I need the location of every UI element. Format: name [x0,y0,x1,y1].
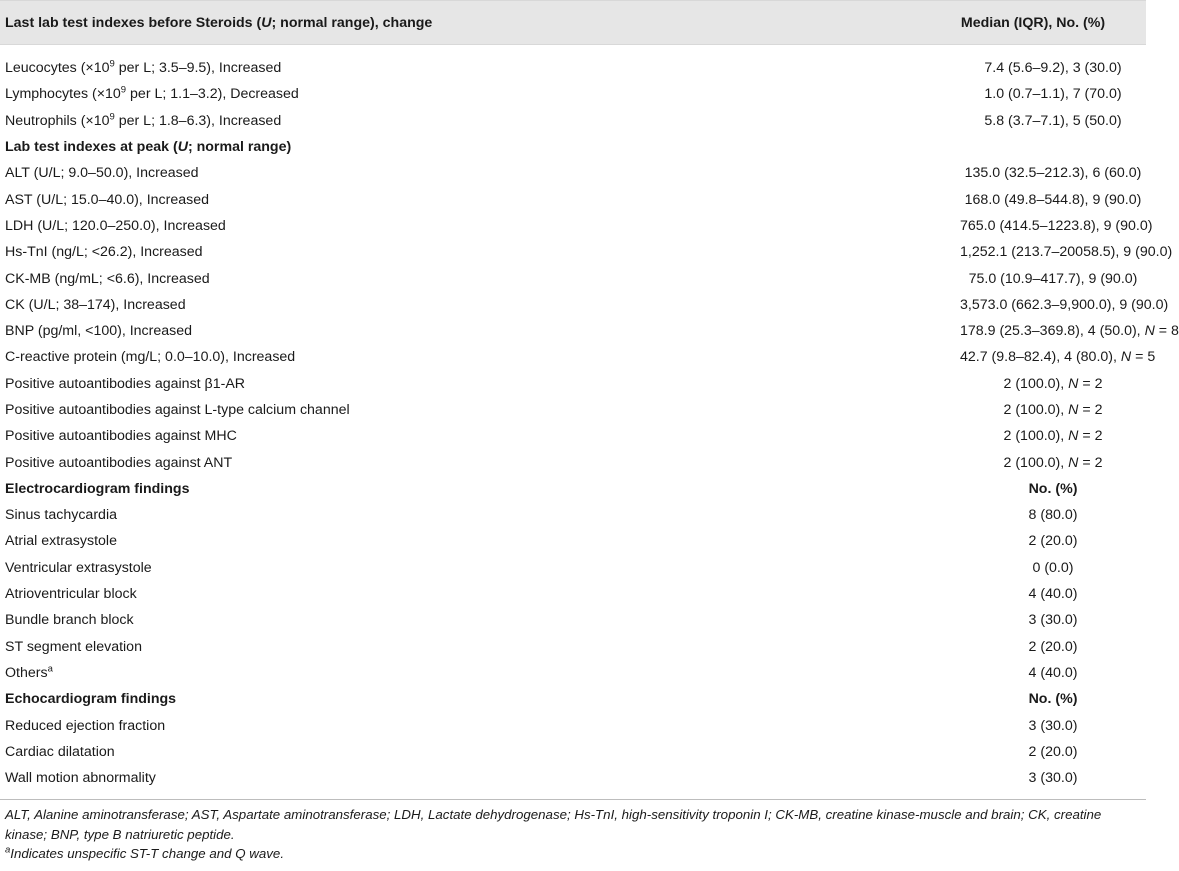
row-value-cell [890,739,1146,765]
row-value: 1.0 (0.7–1.1), 7 (70.0) [984,86,1122,103]
row-label-cell [0,423,890,449]
row-value-cell [890,213,1153,239]
table-row [0,186,1146,212]
table-row [0,634,1146,660]
row-value-n-symbol: N [1068,375,1079,392]
table-row [0,581,1146,607]
row-value-cell [890,686,1146,712]
table-row [0,739,1146,765]
row-label: Positive autoantibodies against L-type calcium channel [5,402,350,418]
footnote-a-text: Indicates unspecific ST-T change and Q wave. [10,846,285,861]
row-label: Reduced ejection fraction [5,717,166,734]
row-label-cell [0,476,890,502]
table-header-row [0,1,1146,45]
row-label-cell [0,160,890,186]
row-value-n-symbol: N [1068,428,1079,445]
section-header-row [0,476,1146,502]
row-value-cell [890,318,1179,344]
table-row [0,108,1146,134]
row-label: Positive autoantibodies against β1-AR [5,375,246,392]
row-value: 1,252.1 (213.7–20058.5), 9 (90.0) [960,244,1173,261]
row-value: 8 (80.0) [1028,507,1078,524]
header-label-cell [0,1,890,45]
row-value-cell [890,712,1146,738]
row-label: CK (U/L; 38–174), Increased [5,296,186,313]
table-row [0,81,1146,107]
row-label: CK-MB (ng/mL; <6.6), Increased [5,270,210,287]
table-row [0,449,1146,475]
row-label: C-reactive protein (mg/L; 0.0–10.0), Increased [5,349,296,366]
row-value: 2 (100.0), [1003,402,1069,418]
row-label-cell [0,108,890,134]
row-label-cell [0,607,890,633]
table-row [0,660,1146,686]
row-value: No. (%) [1028,480,1078,497]
row-value: 4 (40.0) [1028,664,1078,681]
row-value: 2 (20.0) [1028,638,1078,655]
row-value: 0 (0.0) [1032,559,1074,576]
row-label-cell [0,265,890,291]
row-label-cell [0,292,890,318]
row-label: Lab test indexes at peak ( [5,139,178,156]
row-value: 3 (30.0) [1028,717,1078,734]
row-label: Electrocardiogram findings [5,480,190,497]
row-value-cell [890,660,1146,686]
row-label-cell [0,765,890,791]
row-label-cell [0,686,890,712]
row-label: Atrioventricular block [5,586,137,603]
row-value: 3 (30.0) [1028,770,1078,787]
row-label: Leucocytes (×10 [5,60,110,77]
header-label-pre: Last lab test indexes before Steroids ( [5,14,262,31]
row-label-suffix: per L; 1.1–3.2), Decreased [126,86,299,103]
table-row [0,318,1146,344]
table-footnotes [5,805,1141,864]
row-value-cell [890,265,1146,291]
row-label: LDH (U/L; 120.0–250.0), Increased [5,217,226,234]
row-value: No. (%) [1028,691,1078,708]
row-label: Sinus tachycardia [5,507,117,524]
row-label: Echocardiogram findings [5,691,177,708]
row-label: ST segment elevation [5,638,142,655]
row-value: 2 (100.0), [1003,375,1069,392]
row-value: 2 (100.0), [1003,454,1069,471]
row-value-n-count: = 2 [1078,454,1103,471]
table-row [0,712,1146,738]
table-row [0,344,1146,370]
row-value-cell [890,108,1146,134]
row-value-n-symbol: N [1068,402,1079,418]
table-row [0,397,1146,423]
table-row [0,555,1146,581]
row-value-cell [890,186,1146,212]
row-value: 168.0 (49.8–544.8), 9 (90.0) [964,191,1142,208]
table-row [0,765,1146,791]
row-label: Hs-TnI (ng/L; <26.2), Increased [5,244,203,261]
row-label-suffix: ; normal range) [187,139,292,156]
row-value: 135.0 (32.5–212.3), 6 (60.0) [964,165,1142,182]
table-row [0,292,1146,318]
row-value-cell [890,160,1146,186]
row-label: Others [5,664,48,681]
row-label: Wall motion abnormality [5,770,156,787]
row-value: 4 (40.0) [1028,586,1078,603]
row-value: 2 (20.0) [1028,743,1078,760]
row-value: 2 (20.0) [1028,533,1078,550]
section-header-row [0,134,1146,160]
row-value: 2 (100.0), [1003,428,1069,445]
row-label: BNP (pg/ml, <100), Increased [5,323,193,340]
row-value-cell [890,371,1146,397]
table-bottom-rule [0,791,1146,800]
row-value-n-symbol: N [1068,454,1079,471]
table-row [0,528,1146,554]
row-label-cell [0,528,890,554]
row-label: Positive autoantibodies against MHC [5,428,237,445]
row-label-superscript: 9 [120,84,127,96]
row-value: 3 (30.0) [1028,612,1078,629]
row-label: AST (U/L; 15.0–40.0), Increased [5,191,209,208]
row-value-cell [890,292,1169,318]
row-label: ALT (U/L; 9.0–50.0), Increased [5,165,199,182]
row-value-cell [890,607,1146,633]
row-label: Positive autoantibodies against ANT [5,454,233,471]
row-value-n-count: = 8 [1154,323,1179,340]
row-value-n-symbol: N [1120,349,1132,366]
row-label-superscript: a [47,663,53,675]
row-value-cell [890,502,1146,528]
row-value: 42.7 (9.8–82.4), 4 (80.0), [960,349,1121,366]
row-label: Bundle branch block [5,612,134,629]
row-label-suffix: per L; 3.5–9.5), Increased [114,60,282,77]
table-row [0,239,1146,265]
table-spacer [0,45,1146,56]
row-value: 765.0 (414.5–1223.8), 9 (90.0) [960,217,1153,234]
row-label: Ventricular extrasystole [5,559,152,576]
footnote-a-marker: a [5,844,11,856]
section-header-row [0,686,1146,712]
table-row [0,265,1146,291]
table-row [0,213,1146,239]
row-label-superscript: 9 [109,111,115,122]
row-label-cell [0,81,890,107]
row-label: Atrial extrasystole [5,533,117,550]
row-label-cell [0,239,890,265]
table-row [0,55,1146,81]
row-label-cell [0,739,890,765]
table-row [0,502,1146,528]
header-label-unit: U [261,14,272,31]
row-value: 7.4 (5.6–9.2), 3 (30.0) [984,60,1122,77]
footnote-abbreviations: ALT, Alanine aminotransferase; AST, Aspartate aminotransferase; LDH, Lactate dehydrogenase; Hs-TnI, high-sensitivity troponin I; CK-MB, creatine kinase-muscle and brain; CK, creatine kinase; BNP, type B natriuretic peptide. [5,807,1102,842]
row-value-cell [890,397,1146,423]
row-label-cell [0,344,890,370]
table-body [0,45,1179,792]
row-label: Neutrophils (×10 [5,112,110,129]
row-label-cell [0,318,890,344]
row-label-cell [0,55,890,81]
row-label-superscript: 9 [109,58,115,70]
row-value-cell [890,528,1146,554]
row-value: 5.8 (3.7–7.1), 5 (50.0) [984,112,1122,129]
header-label-post: ; normal range), change [271,14,433,31]
row-value-n-count: = 5 [1131,349,1156,366]
row-value-cell [890,449,1146,475]
table-row [0,160,1146,186]
row-label-italic: U [177,139,188,156]
row-label-cell [0,502,890,528]
row-label-cell [0,134,890,160]
row-label-cell [0,581,890,607]
row-label: Cardiac dilatation [5,743,115,760]
row-value-cell [890,555,1146,581]
row-value-cell [890,344,1156,370]
row-value-cell [890,634,1146,660]
row-value: 178.9 (25.3–369.8), 4 (50.0), [960,323,1145,340]
row-label: Lymphocytes (×10 [5,86,121,103]
row-value-cell [890,239,1173,265]
row-label-cell [0,660,890,686]
row-label-cell [0,449,890,475]
row-value-cell [890,476,1146,502]
row-label-cell [0,397,890,423]
row-label-cell [0,555,890,581]
row-value: 75.0 (10.9–417.7), 9 (90.0) [968,270,1138,287]
row-value-n-count: = 2 [1078,402,1103,418]
table-row [0,423,1146,449]
row-value-cell [890,55,1146,81]
row-value-cell [890,134,1146,160]
footnote-a [5,844,1141,864]
row-value-n-count: = 2 [1078,375,1103,392]
table-row [0,371,1146,397]
row-value-cell [890,581,1146,607]
row-value-n-symbol: N [1144,323,1155,340]
row-value-cell [890,81,1146,107]
row-label-cell [0,634,890,660]
row-value-cell [890,423,1146,449]
table-row [0,607,1146,633]
row-label-suffix: per L; 1.8–6.3), Increased [114,112,282,129]
row-label-cell [0,371,890,397]
row-label-cell [0,213,890,239]
row-value-cell [890,765,1146,791]
row-value: 3,573.0 (662.3–9,900.0), 9 (90.0) [960,296,1169,313]
row-label-cell [0,186,890,212]
row-value-n-count: = 2 [1078,428,1103,445]
row-label-cell [0,712,890,738]
header-value-cell: Median (IQR), No. (%) [890,1,1146,45]
